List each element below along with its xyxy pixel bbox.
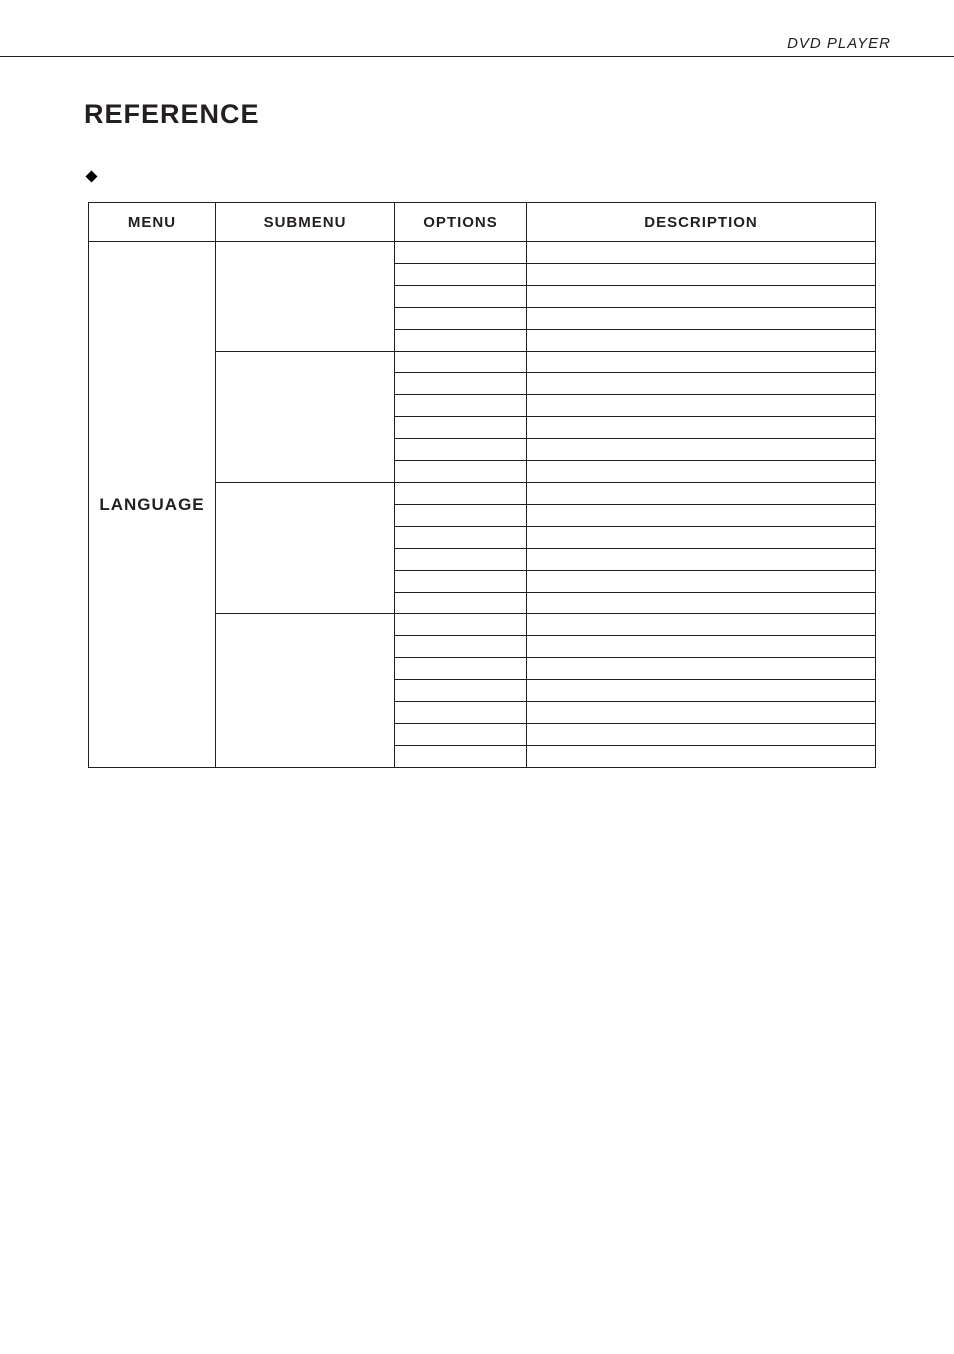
description-cell [527,285,876,307]
description-cell [527,307,876,329]
option-cell [395,745,527,767]
column-header-options: OPTIONS [395,203,527,242]
option-cell [395,242,527,264]
description-cell [527,614,876,636]
description-cell [527,592,876,614]
submenu-cell [216,482,395,613]
description-cell [527,439,876,461]
page-title: REFERENCE [84,99,260,129]
description-cell [527,395,876,417]
table-header-row [89,203,876,242]
table-row [89,242,876,264]
option-cell [395,526,527,548]
description-cell [527,745,876,767]
option-cell [395,636,527,658]
option-cell [395,285,527,307]
option-cell [395,723,527,745]
option-cell [395,614,527,636]
description-cell [527,658,876,680]
option-cell [395,417,527,439]
submenu-cell [216,242,395,352]
description-cell [527,351,876,373]
description-cell [527,570,876,592]
table-body [89,242,876,768]
option-cell [395,504,527,526]
column-header-description: DESCRIPTION [527,203,876,242]
description-cell [527,548,876,570]
option-cell [395,680,527,702]
description-cell [527,329,876,351]
description-cell [527,482,876,504]
description-cell [527,461,876,483]
submenu-cell [216,614,395,768]
option-cell [395,702,527,724]
description-cell [527,373,876,395]
option-cell [395,482,527,504]
header-rule [0,56,954,57]
column-header-menu: MENU [89,203,216,242]
option-cell [395,329,527,351]
option-cell [395,307,527,329]
option-cell [395,548,527,570]
option-cell [395,395,527,417]
description-cell [527,636,876,658]
option-cell [395,461,527,483]
description-cell [527,417,876,439]
diamond-bullet-icon [85,170,98,183]
option-cell [395,658,527,680]
option-cell [395,592,527,614]
option-cell [395,373,527,395]
description-cell [527,723,876,745]
description-cell [527,504,876,526]
menu-cell-language: LANGUAGE [89,242,216,768]
option-cell [395,570,527,592]
option-cell [395,351,527,373]
description-cell [527,263,876,285]
column-header-submenu: SUBMENU [216,203,395,242]
description-cell [527,680,876,702]
submenu-cell [216,351,395,482]
description-cell [527,242,876,264]
option-cell [395,263,527,285]
reference-table [88,202,876,768]
description-cell [527,702,876,724]
option-cell [395,439,527,461]
description-cell [527,526,876,548]
header-product-name: DVD PLAYER [787,35,891,52]
